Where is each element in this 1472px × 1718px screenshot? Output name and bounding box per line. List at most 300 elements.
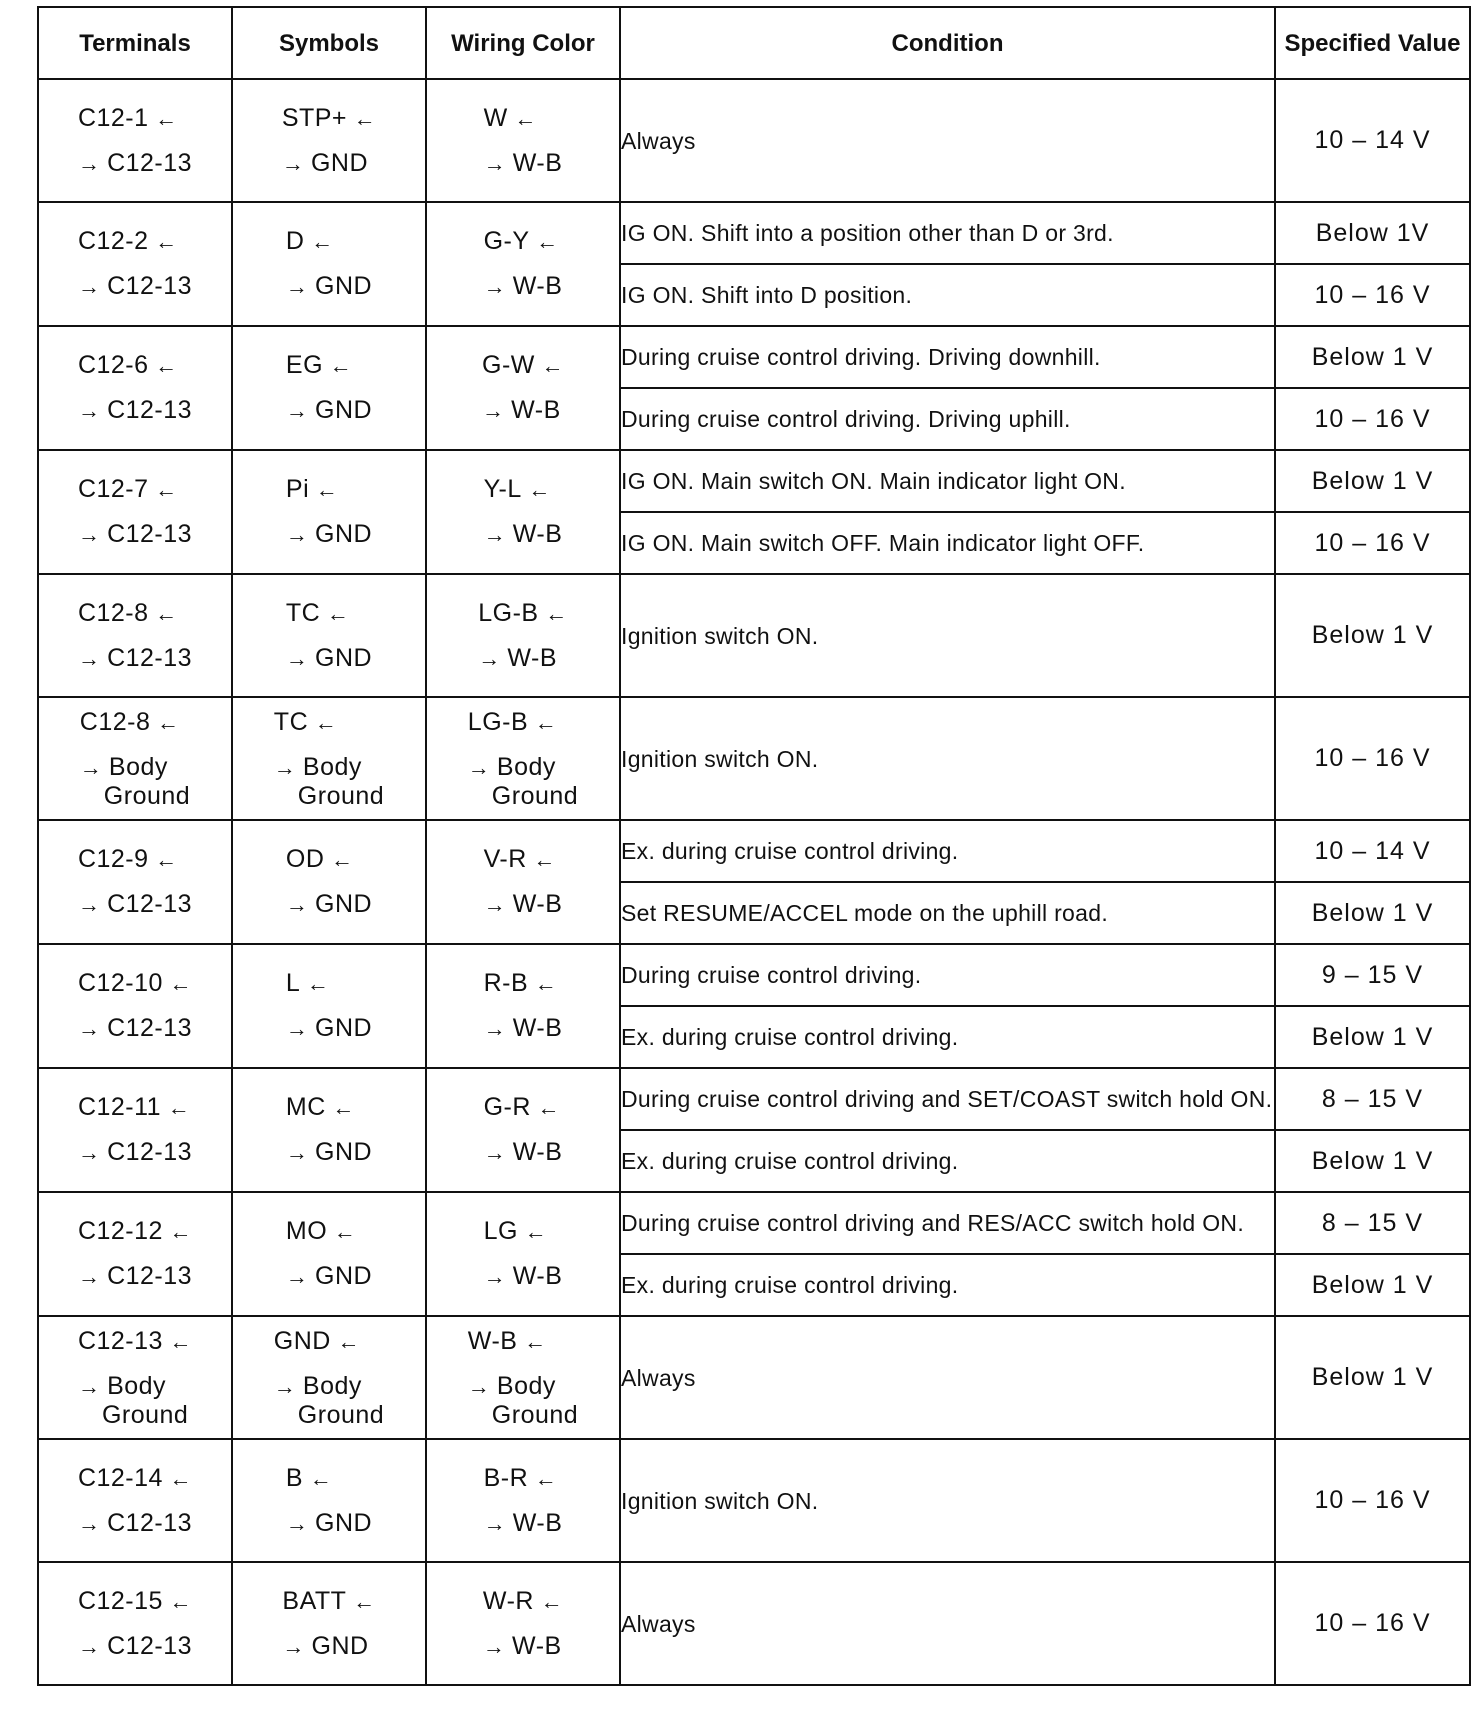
terminals-from <box>80 707 190 738</box>
terminals-cell <box>38 1562 232 1685</box>
terminals-from <box>78 1463 192 1494</box>
specified-value-cell: Below 1 V <box>1275 882 1470 944</box>
arrow-left-icon: ← <box>528 1465 558 1491</box>
wiring-color-pair <box>483 1586 563 1662</box>
symbols-to <box>274 1371 384 1402</box>
arrow-right-icon: → <box>285 274 316 299</box>
symbols-to <box>286 889 372 920</box>
terminals-pair <box>80 707 190 810</box>
symbols-to-line2 <box>274 783 384 810</box>
symbols-cell <box>232 1439 426 1562</box>
terminals-to <box>78 643 192 674</box>
terminals-pair <box>78 1326 192 1429</box>
terminals-from-text: C12-6 <box>77 351 149 379</box>
condition-cell: During cruise control driving. Driving uphill. <box>620 388 1275 450</box>
arrow-left-icon: ← <box>309 477 339 502</box>
terminals-from-text: C12-12 <box>77 1217 163 1245</box>
header-wiring-color: Wiring Color <box>426 7 620 79</box>
wiring-color-to <box>483 1631 563 1662</box>
arrow-right-icon: → <box>483 1510 513 1536</box>
symbols-cell <box>232 697 426 820</box>
terminals-from-text: C12-7 <box>77 475 149 503</box>
terminals-to <box>78 1631 192 1662</box>
terminals-cell <box>38 79 232 202</box>
terminals-cell <box>38 1068 232 1192</box>
table-row <box>38 944 1470 1006</box>
terminals-to-text: C12-13 <box>107 1014 193 1042</box>
symbols-from <box>286 1216 372 1247</box>
terminals-from <box>78 968 192 999</box>
table-row <box>38 574 1470 697</box>
specified-value-cell: Below 1 V <box>1275 1254 1470 1316</box>
wiring-color-cell <box>426 944 620 1068</box>
terminals-to <box>78 148 192 179</box>
terminals-from-text: C12-13 <box>77 1327 163 1355</box>
arrow-left-icon: ← <box>148 600 178 626</box>
condition-cell: IG ON. Shift into a position other than D or 3rd. <box>620 202 1275 264</box>
symbols-cell <box>232 79 426 202</box>
terminals-from-text: C12-1 <box>77 103 149 132</box>
wiring-color-from <box>484 844 563 875</box>
arrow-left-icon: ← <box>330 1329 360 1354</box>
symbols-pair <box>286 598 372 674</box>
specified-value-cell: Below 1V <box>1275 202 1470 264</box>
arrow-right-icon: → <box>285 1264 316 1289</box>
arrow-right-icon: → <box>77 1510 108 1536</box>
symbols-pair <box>286 1216 372 1292</box>
terminals-to <box>78 519 192 550</box>
wiring-color-to-text: Body <box>496 753 556 781</box>
condition-cell: Ex. during cruise control driving. <box>620 1006 1275 1068</box>
wiring-color-pair <box>484 474 563 550</box>
terminals-to-text: C12-13 <box>107 1508 193 1537</box>
terminal-spec-table <box>37 6 1471 1686</box>
terminals-cell <box>38 326 232 450</box>
wiring-color-to <box>484 1261 563 1292</box>
arrow-right-icon: → <box>482 398 512 423</box>
symbols-cell <box>232 1316 426 1439</box>
wiring-color-pair <box>468 1326 578 1429</box>
arrow-right-icon: → <box>483 522 513 547</box>
table-row <box>38 820 1470 882</box>
arrow-right-icon: → <box>285 522 316 547</box>
wiring-color-from <box>483 1586 563 1617</box>
specified-value-cell: 8 – 15 V <box>1275 1068 1470 1130</box>
wiring-color-cell <box>426 1068 620 1192</box>
terminals-cell <box>38 1316 232 1439</box>
arrow-right-icon: → <box>478 645 508 671</box>
wiring-color-to <box>468 1371 578 1402</box>
terminals-pair <box>78 844 192 920</box>
arrow-right-icon: → <box>77 150 108 176</box>
condition-cell: During cruise control driving. Driving downhill. <box>620 326 1275 388</box>
symbols-to-line2 <box>274 1402 384 1429</box>
wiring-color-from-text: B-R <box>483 1463 529 1492</box>
header-condition: Condition <box>620 7 1275 79</box>
symbols-pair <box>282 103 376 179</box>
arrow-left-icon: ← <box>528 971 558 996</box>
arrow-right-icon: → <box>285 645 316 671</box>
wiring-color-to <box>484 1013 563 1044</box>
symbols-to-text: GND <box>315 520 373 548</box>
table-body <box>38 79 1470 1685</box>
specified-value-cell: 10 – 16 V <box>1275 1562 1470 1685</box>
specified-value-cell: 10 – 16 V <box>1275 264 1470 326</box>
wiring-color-from <box>484 968 563 999</box>
specified-value-cell: 10 – 16 V <box>1275 512 1470 574</box>
wiring-color-pair <box>482 350 564 426</box>
terminals-to <box>78 1137 192 1168</box>
symbols-pair <box>286 226 372 302</box>
wiring-color-from-text: V-R <box>483 845 527 873</box>
symbols-from-text: Pi <box>285 475 310 503</box>
symbols-to <box>282 148 376 179</box>
symbols-from <box>286 1092 372 1123</box>
terminals-to-text: Body <box>107 1372 167 1400</box>
table-row <box>38 79 1470 202</box>
terminals-cell <box>38 697 232 820</box>
symbols-to-text: GND <box>315 643 373 672</box>
arrow-right-icon: → <box>483 150 513 176</box>
symbols-pair <box>282 1586 375 1662</box>
terminals-from <box>78 350 192 381</box>
arrow-right-icon: → <box>483 274 513 299</box>
symbols-to <box>286 1508 372 1539</box>
arrow-left-icon: ← <box>325 1095 355 1120</box>
wiring-color-to-text: W-B <box>511 396 561 424</box>
wiring-color-to-text: W-B <box>512 1262 563 1290</box>
wiring-color-cell <box>426 1192 620 1316</box>
symbols-to <box>286 1013 372 1044</box>
terminals-to-text: C12-13 <box>107 396 193 424</box>
symbols-to-text: GND <box>315 1508 373 1537</box>
symbols-pair <box>286 1463 372 1539</box>
condition-cell: Ignition switch ON. <box>620 574 1275 697</box>
wiring-color-from-text: W-B <box>467 1327 518 1355</box>
specified-value-cell: 10 – 16 V <box>1275 1439 1470 1562</box>
wiring-color-from-text: W-R <box>482 1586 534 1615</box>
wiring-color-from-text: LG-B <box>467 708 529 736</box>
symbols-from-text: BATT <box>282 1586 347 1615</box>
symbols-to-text: Body <box>302 753 362 781</box>
wiring-color-from <box>468 707 578 738</box>
wiring-color-pair <box>484 226 563 302</box>
symbols-from-text: EG <box>285 351 324 379</box>
symbols-to <box>286 519 372 550</box>
terminals-to-text: C12-13 <box>107 890 193 918</box>
wiring-color-to <box>484 519 563 550</box>
specified-value-cell: 10 – 16 V <box>1275 697 1470 820</box>
wiring-color-cell <box>426 574 620 697</box>
symbols-from-text: GND <box>273 1327 331 1355</box>
arrow-left-icon: ← <box>162 971 193 996</box>
terminals-pair <box>78 1216 192 1292</box>
specified-value-cell: Below 1 V <box>1275 574 1470 697</box>
terminals-cell <box>38 450 232 574</box>
symbols-from <box>282 103 376 134</box>
table-row <box>38 202 1470 264</box>
arrow-left-icon: ← <box>148 477 178 502</box>
terminals-to <box>78 889 192 920</box>
symbols-from-text: STP+ <box>281 103 348 132</box>
arrow-right-icon: → <box>77 1264 108 1289</box>
terminals-pair <box>78 226 192 302</box>
condition-cell: During cruise control driving and SET/COAST switch hold ON. <box>620 1068 1275 1130</box>
specified-value-cell: Below 1 V <box>1275 1006 1470 1068</box>
arrow-left-icon: ← <box>148 105 178 131</box>
arrow-left-icon: ← <box>162 1329 193 1354</box>
symbols-pair <box>274 707 384 810</box>
terminals-pair <box>78 350 192 426</box>
wiring-color-from-text: G-W <box>482 351 535 379</box>
terminals-pair <box>78 1463 192 1539</box>
symbols-to-text: GND <box>315 1014 373 1042</box>
wiring-color-pair <box>484 103 563 179</box>
symbols-from-text: L <box>285 969 301 997</box>
arrow-right-icon: → <box>77 1016 108 1041</box>
wiring-color-pair <box>484 1463 563 1539</box>
arrow-left-icon: ← <box>528 710 558 735</box>
arrow-right-icon: → <box>77 1140 108 1165</box>
wiring-color-to-text: W-B <box>512 890 563 918</box>
symbols-to-text: GND <box>315 1262 373 1290</box>
arrow-left-icon: ← <box>148 353 178 378</box>
arrow-right-icon: → <box>483 1264 513 1289</box>
terminals-to <box>78 1508 192 1539</box>
terminals-from <box>78 598 192 629</box>
symbols-to <box>282 1631 375 1662</box>
table-row <box>38 1562 1470 1685</box>
terminals-pair <box>78 1586 192 1662</box>
wiring-color-to-line2 <box>468 1402 578 1429</box>
table-row <box>38 1439 1470 1562</box>
condition-cell: Set RESUME/ACCEL mode on the uphill road. <box>620 882 1275 944</box>
condition-cell: Ex. during cruise control driving. <box>620 820 1275 882</box>
arrow-right-icon: → <box>483 1140 513 1165</box>
terminals-to-text: Body <box>108 753 168 781</box>
arrow-right-icon: → <box>282 1633 312 1659</box>
arrow-left-icon: ← <box>347 105 377 131</box>
wiring-color-from <box>482 350 564 381</box>
arrow-right-icon: → <box>77 398 108 423</box>
specified-value-cell: Below 1 V <box>1275 450 1470 512</box>
condition-cell: Ex. during cruise control driving. <box>620 1254 1275 1316</box>
condition-cell: Ignition switch ON. <box>620 697 1275 820</box>
wiring-color-from-text: G-R <box>483 1093 531 1121</box>
wiring-color-pair <box>484 1092 563 1168</box>
terminals-pair <box>78 598 192 674</box>
arrow-left-icon: ← <box>148 229 178 254</box>
wiring-color-from <box>478 598 567 629</box>
wiring-color-pair <box>478 598 567 674</box>
terminals-cell <box>38 944 232 1068</box>
symbols-pair <box>286 350 372 426</box>
symbols-from <box>286 474 372 505</box>
arrow-right-icon: → <box>79 755 109 780</box>
terminals-to-line2 <box>78 1402 192 1429</box>
symbols-cell <box>232 1068 426 1192</box>
terminals-pair <box>78 103 192 179</box>
terminals-from-text: C12-10 <box>77 969 163 997</box>
symbols-cell <box>232 1192 426 1316</box>
arrow-right-icon: → <box>467 755 497 780</box>
terminals-pair <box>78 1092 192 1168</box>
arrow-left-icon: ← <box>534 353 564 378</box>
arrow-right-icon: → <box>482 1633 513 1659</box>
arrow-right-icon: → <box>77 522 108 547</box>
wiring-color-to <box>482 395 564 426</box>
symbols-pair <box>286 1092 372 1168</box>
arrow-right-icon: → <box>285 1510 316 1536</box>
terminals-cell <box>38 574 232 697</box>
terminals-to-text: C12-13 <box>107 643 193 672</box>
terminals-from <box>78 1092 192 1123</box>
symbols-from-text: MC <box>285 1093 326 1121</box>
wiring-color-to-text: W-B <box>512 1014 563 1042</box>
terminals-from <box>78 844 192 875</box>
arrow-left-icon: ← <box>162 1465 193 1491</box>
wiring-color-from <box>484 226 563 257</box>
symbols-from-text: OD <box>285 845 325 873</box>
terminals-from-text: C12-14 <box>77 1463 163 1492</box>
symbols-to <box>286 1261 372 1292</box>
terminals-to-text: C12-13 <box>107 272 193 300</box>
symbols-cell <box>232 1562 426 1685</box>
symbols-to-text: GND <box>311 1631 369 1660</box>
condition-cell: Always <box>620 1316 1275 1439</box>
wiring-color-from-text: G-Y <box>483 227 530 255</box>
specified-value-cell: Below 1 V <box>1275 1316 1470 1439</box>
symbols-cell <box>232 820 426 944</box>
condition-cell: During cruise control driving. <box>620 944 1275 1006</box>
wiring-color-to <box>484 1137 563 1168</box>
arrow-left-icon: ← <box>323 353 353 378</box>
symbols-from <box>286 350 372 381</box>
terminals-cell <box>38 1192 232 1316</box>
wiring-color-to-text: W-B <box>512 1508 563 1537</box>
terminals-to-line2 <box>80 783 190 810</box>
condition-cell: Ex. during cruise control driving. <box>620 1130 1275 1192</box>
symbols-to <box>286 643 372 674</box>
wiring-color-to <box>484 1508 563 1539</box>
terminals-from-text: C12-9 <box>77 845 149 873</box>
wiring-color-cell <box>426 1316 620 1439</box>
terminals-from <box>78 474 192 505</box>
terminals-to-text: C12-13 <box>107 148 193 177</box>
symbols-from <box>286 598 372 629</box>
arrow-right-icon: → <box>483 892 513 917</box>
wiring-color-to <box>484 148 563 179</box>
symbols-to-text: GND <box>315 1138 373 1166</box>
symbols-from <box>282 1586 375 1617</box>
symbols-to-text: GND <box>315 890 373 918</box>
symbols-cell <box>232 574 426 697</box>
arrow-right-icon: → <box>467 1374 497 1399</box>
specified-value-cell: Below 1 V <box>1275 1130 1470 1192</box>
arrow-right-icon: → <box>77 645 108 671</box>
arrow-left-icon: ← <box>150 710 180 735</box>
wiring-color-to-line2 <box>468 783 578 810</box>
symbols-from-text: TC <box>285 598 321 627</box>
symbols-to-line2-text: Ground <box>297 782 385 810</box>
wiring-color-pair <box>484 968 563 1044</box>
terminals-to <box>78 395 192 426</box>
wiring-color-from <box>484 1463 563 1494</box>
terminals-from-text: C12-15 <box>77 1586 163 1615</box>
header-symbols: Symbols <box>232 7 426 79</box>
terminals-from <box>78 1586 192 1617</box>
symbols-to <box>286 1137 372 1168</box>
specified-value-cell: 8 – 15 V <box>1275 1192 1470 1254</box>
table-row <box>38 326 1470 388</box>
symbols-from-text: B <box>285 1463 304 1492</box>
symbols-to-text: Body <box>302 1372 362 1400</box>
arrow-right-icon: → <box>285 1140 316 1165</box>
table-row <box>38 1316 1470 1439</box>
specified-value-cell: 10 – 14 V <box>1275 79 1470 202</box>
wiring-color-to-line2-text: Ground <box>491 1401 579 1429</box>
terminals-to-line2-text: Ground <box>101 1401 189 1429</box>
specified-value-cell: 10 – 16 V <box>1275 388 1470 450</box>
wiring-color-cell <box>426 450 620 574</box>
wiring-color-from <box>484 1216 563 1247</box>
arrow-left-icon: ← <box>529 229 559 254</box>
symbols-cell <box>232 202 426 326</box>
wiring-color-cell <box>426 697 620 820</box>
terminals-to-text: C12-13 <box>107 1138 193 1166</box>
wiring-color-from-text: LG-B <box>478 598 539 627</box>
wiring-color-from-text: W <box>483 103 508 132</box>
table-row <box>38 697 1470 820</box>
terminals-to-text: C12-13 <box>107 1262 193 1290</box>
wiring-color-from <box>484 103 563 134</box>
symbols-from-text: MO <box>285 1217 328 1245</box>
wiring-color-from-text: Y-L <box>483 475 522 503</box>
symbols-from <box>274 1326 384 1357</box>
table-row <box>38 450 1470 512</box>
terminals-from-text: C12-11 <box>77 1093 162 1121</box>
terminals-cell <box>38 1439 232 1562</box>
symbols-pair <box>286 844 372 920</box>
terminals-from <box>78 1326 192 1357</box>
arrow-left-icon: ← <box>346 1588 376 1614</box>
wiring-color-pair <box>468 707 578 810</box>
wiring-color-to-line2-text: Ground <box>491 782 579 810</box>
arrow-left-icon: ← <box>308 710 338 735</box>
condition-cell: IG ON. Main switch ON. Main indicator light ON. <box>620 450 1275 512</box>
symbols-from-text: D <box>285 227 305 255</box>
symbols-cell <box>232 944 426 1068</box>
terminals-cell <box>38 820 232 944</box>
arrow-left-icon: ← <box>300 971 330 996</box>
arrow-left-icon: ← <box>530 1095 561 1120</box>
arrow-left-icon: ← <box>521 477 551 502</box>
terminals-to-text: C12-13 <box>107 1631 193 1660</box>
symbols-to-text: GND <box>315 272 373 300</box>
symbols-to <box>274 752 384 783</box>
wiring-color-to <box>484 889 563 920</box>
wiring-color-cell <box>426 1439 620 1562</box>
terminals-from <box>78 226 192 257</box>
arrow-left-icon: ← <box>303 1465 333 1491</box>
wiring-color-from <box>484 474 563 505</box>
arrow-right-icon: → <box>483 1016 513 1041</box>
arrow-right-icon: → <box>77 274 108 299</box>
specified-value-cell: Below 1 V <box>1275 326 1470 388</box>
wiring-color-cell <box>426 202 620 326</box>
wiring-color-cell <box>426 79 620 202</box>
symbols-to-text: GND <box>310 148 368 177</box>
